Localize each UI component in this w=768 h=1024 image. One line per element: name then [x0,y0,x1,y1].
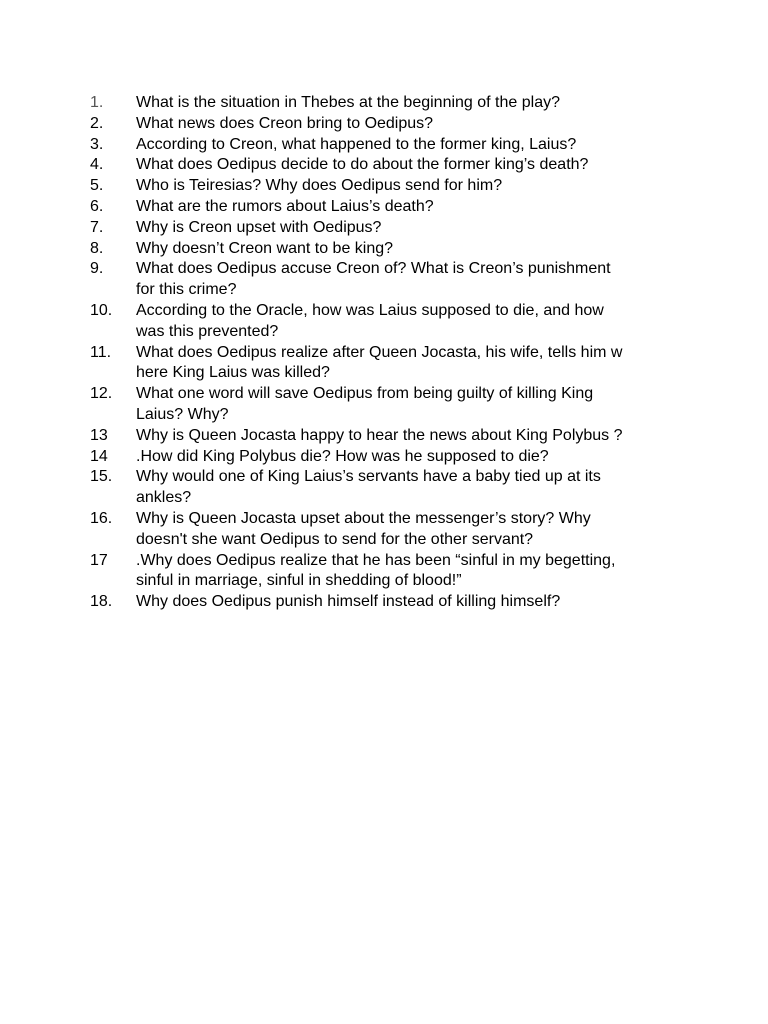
question-item [0,176,768,197]
question-number: 4. [90,156,104,174]
question-number: 15. [90,468,113,486]
question-number: 9. [90,260,104,278]
question-item [0,218,768,239]
question-number: 6. [90,197,104,215]
question-text: What are the rumors about Laius’s death? [136,197,434,215]
question-number: 14 [90,447,108,465]
question-item [0,93,768,114]
question-text: Who is Teiresias? Why does Oedipus send for him? [136,177,503,195]
question-text: According to the Oracle, how was Laius supposed to die, and how was this prevented? [136,301,604,340]
question-number: 1. [90,94,104,111]
question-number: 10. [90,301,113,319]
question-item [0,343,768,385]
question-item [0,114,768,135]
question-number: 18. [90,593,113,611]
question-text: .Why does Oedipus realize that he has been “sinful in my begetting, sinful in marriage, sinful in shedding of blood!” [136,551,616,590]
question-text: What news does Creon bring to Oedipus? [136,114,434,132]
question-number: 11. [90,343,112,361]
question-item [0,301,768,343]
question-item [0,447,768,468]
question-text: Why is Queen Jocasta happy to hear the news about King Polybus ? [136,426,623,444]
question-number: 5. [90,177,104,195]
question-list [0,93,768,613]
question-text: Why is Queen Jocasta upset about the messenger’s story? Why doesn't she want Oedipus to send for the other servant? [136,509,591,548]
question-item [0,135,768,156]
question-item [0,239,768,260]
question-number: 16. [90,509,113,527]
question-text: What does Oedipus accuse Creon of? What is Creon’s punishment for this crime? [136,260,611,299]
question-item [0,155,768,176]
question-text: Why does Oedipus punish himself instead of killing himself? [136,593,561,611]
question-text: Why would one of King Laius’s servants have a baby tied up at its ankles? [136,468,601,507]
question-item [0,259,768,301]
question-number: 12. [90,385,113,403]
question-text: What does Oedipus realize after Queen Jocasta, his wife, tells him w here King Laius was killed? [136,343,623,382]
question-number: 2. [90,114,104,132]
question-text: .How did King Polybus die? How was he supposed to die? [136,447,549,465]
question-item [0,426,768,447]
question-text: According to Creon, what happened to the former king, Laius? [136,135,577,153]
question-item [0,384,768,426]
question-text: What one word will save Oedipus from being guilty of killing King Laius? Why? [136,385,594,423]
question-number: 3. [90,135,104,153]
question-item [0,592,768,613]
question-number: 17 [90,551,108,569]
question-number: 13 [90,426,108,444]
question-item [0,197,768,218]
question-text: What is the situation in Thebes at the beginning of the play? [136,94,560,111]
question-number: 7. [90,218,104,236]
question-item [0,551,768,593]
question-number: 8. [90,239,104,257]
question-text: Why is Creon upset with Oedipus? [136,218,382,236]
question-text: Why doesn’t Creon want to be king? [136,239,394,257]
question-text: What does Oedipus decide to do about the former king’s death? [136,156,589,174]
question-item [0,467,768,509]
question-item [0,509,768,551]
